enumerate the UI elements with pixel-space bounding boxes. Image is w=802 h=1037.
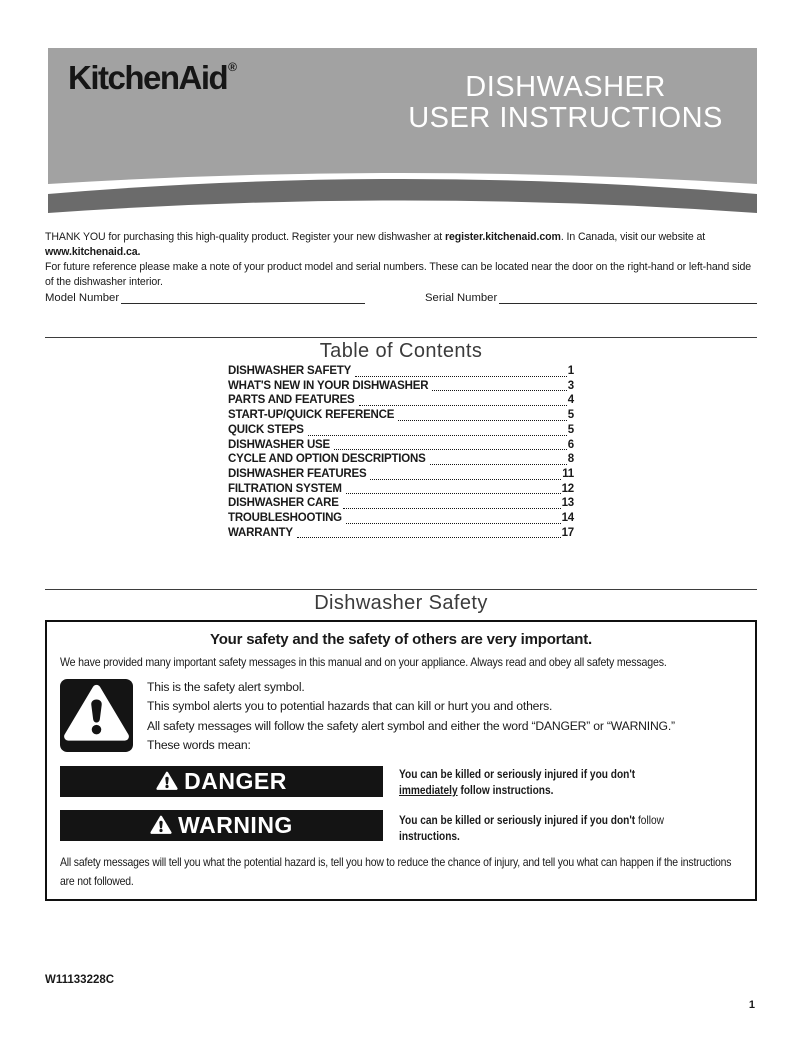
toc-entry [228, 467, 574, 482]
toc-dot-leader [370, 479, 561, 480]
canada-text: . In Canada, visit our website at [560, 231, 706, 243]
danger-signal-row [60, 766, 742, 798]
safety-box-intro: We have provided many important safety messages in this manual and on your appliance. Always read and obey all safety messages. [60, 655, 667, 670]
toc-entry [228, 364, 574, 379]
warning-desc-text: You can be killed or seriously injured if you don't [399, 813, 638, 828]
toc-entry-label: PARTS AND FEATURES [228, 394, 355, 407]
header-banner [48, 48, 757, 213]
toc-entry [228, 496, 574, 511]
toc-entry-page: 5 [567, 409, 574, 422]
canada-url: www.kitchenaid.ca. [45, 245, 141, 258]
toc-dot-leader [334, 449, 567, 450]
toc-entry-label: QUICK STEPS [228, 423, 304, 436]
safety-divider [45, 589, 757, 590]
toc-entry-label: DISHWASHER CARE [228, 497, 339, 510]
thank-you-paragraph [45, 230, 757, 259]
warning-label: WARNING [178, 812, 293, 839]
document-number: W11133228C [45, 974, 115, 986]
model-number-label: Model Number [45, 292, 120, 304]
toc-dot-leader [355, 376, 567, 377]
safety-box-title: Your safety and the safety of others are very important. [210, 631, 592, 649]
toc-entry-page: 6 [567, 438, 574, 451]
toc-entry-page: 8 [567, 453, 574, 466]
safety-alert-line: These words mean: [147, 737, 251, 752]
toc-entry-page: 3 [567, 379, 574, 392]
toc-entry [228, 452, 574, 467]
page-content [45, 228, 757, 901]
kitchenaid-logo [68, 59, 237, 97]
safety-alert-text [147, 679, 675, 758]
thank-you-text: THANK YOU for purchasing this high-quality product. Register your new dishwasher at [45, 231, 445, 243]
toc-entry-page: 11 [562, 467, 574, 480]
danger-label: DANGER [184, 768, 287, 795]
serial-number-label: Serial Number [425, 292, 498, 304]
toc-entry [228, 379, 574, 394]
danger-triangle-icon [156, 771, 178, 791]
danger-bar [60, 766, 383, 797]
safety-alert-line: This is the safety alert symbol. [147, 679, 305, 694]
safety-alert-icon [60, 679, 133, 752]
toc-entry-label: START-UP/QUICK REFERENCE [228, 409, 395, 422]
toc-entry-label: DISHWASHER SAFETY [228, 365, 352, 377]
toc-entry [228, 526, 574, 541]
toc-entry-label: FILTRATION SYSTEM [228, 482, 342, 495]
document-title [408, 72, 723, 134]
warning-desc-text-end: instructions. [399, 828, 460, 843]
toc-entry-page: 4 [567, 394, 574, 407]
toc-entry-page: 1 [567, 365, 574, 377]
safety-section-title: Dishwasher Safety [314, 592, 488, 615]
model-number-blank-line [121, 291, 365, 304]
toc-entry-label: TROUBLESHOOTING [228, 512, 342, 525]
safety-warning-box [45, 620, 757, 901]
toc-entry [228, 393, 574, 408]
kitchenaid-logo-text: KitchenAid [68, 59, 228, 96]
danger-description [399, 766, 694, 798]
toc-entry-label: CYCLE AND OPTION DESCRIPTIONS [228, 453, 426, 466]
document-title-line1: DISHWASHER [465, 71, 666, 103]
toc-title: Table of Contents [319, 340, 483, 362]
serial-number-blank-line [499, 291, 757, 304]
toc-dot-leader [430, 464, 567, 465]
serial-number-field [425, 291, 757, 305]
safety-alert-row [60, 679, 742, 758]
toc-entry-page: 13 [561, 497, 574, 510]
toc-dot-leader [308, 435, 567, 436]
toc-divider [45, 337, 757, 338]
warning-signal-row [60, 810, 742, 844]
safety-alert-line: All safety messages will follow the safety alert symbol and either the word “DANGER” or “WARNING.” [147, 718, 675, 733]
toc-entry-label: WHAT'S NEW IN YOUR DISHWASHER [228, 379, 429, 392]
registered-trademark-symbol: ® [228, 60, 238, 74]
warning-desc-light-word: follow [637, 813, 664, 828]
warning-bar [60, 810, 383, 841]
table-of-contents [228, 364, 574, 540]
toc-entry [228, 511, 574, 526]
toc-entry-page: 5 [567, 423, 574, 436]
toc-entry-page: 12 [561, 482, 574, 495]
toc-entry [228, 482, 574, 497]
danger-desc-underlined: immediately [399, 782, 458, 797]
toc-dot-leader [297, 537, 561, 538]
danger-desc-text-end: follow instructions. [457, 782, 554, 797]
toc-dot-leader [346, 523, 561, 524]
toc-dot-leader [432, 390, 566, 391]
danger-desc-text: You can be killed or seriously injured if you don't [399, 767, 636, 782]
toc-dot-leader [359, 405, 567, 406]
toc-dot-leader [398, 420, 567, 421]
toc-entry-page: 14 [561, 512, 574, 525]
toc-entry [228, 408, 574, 423]
register-url: register.kitchenaid.com [444, 231, 561, 243]
toc-dot-leader [346, 493, 561, 494]
document-title-line2: USER INSTRUCTIONS [408, 102, 723, 134]
toc-entry [228, 438, 574, 453]
safety-alert-line: This symbol alerts you to potential hazards that can kill or hurt you and others. [147, 699, 553, 714]
model-serial-row [45, 291, 757, 305]
toc-entry-label: DISHWASHER USE [228, 438, 330, 451]
future-reference-paragraph: For future reference please make a note of your product model and serial numbers. These can be located near the door on the right-hand or left-hand side of the dishwasher interior. [45, 261, 752, 288]
toc-entry-page: 17 [561, 526, 574, 539]
toc-dot-leader [343, 508, 561, 509]
page-number: 1 [748, 999, 755, 1011]
safety-box-outro: All safety messages will tell you what the potential hazard is, tell you how to reduce the chance of injury, and tell you what can happen if the instructions are not followed. [60, 855, 732, 889]
model-number-field [45, 291, 365, 305]
warning-description [399, 810, 694, 844]
toc-entry-label: DISHWASHER FEATURES [228, 467, 367, 480]
toc-entry [228, 423, 574, 438]
toc-entry-label: WARRANTY [228, 526, 293, 539]
warning-triangle-icon [150, 815, 172, 835]
